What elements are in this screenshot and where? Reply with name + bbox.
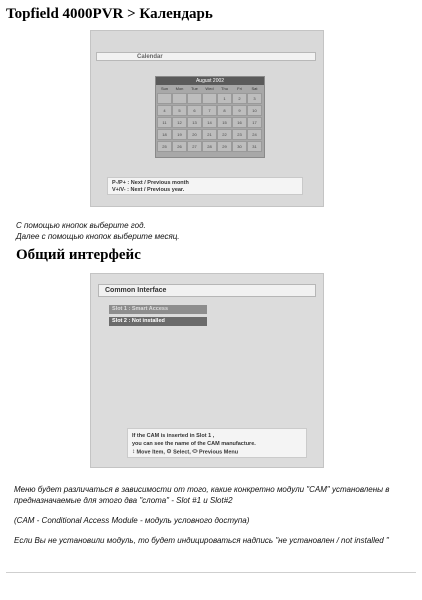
calendar-day-cell[interactable]: 18	[157, 129, 172, 140]
ci-prev-label: Previous Menu	[198, 449, 239, 456]
calendar-day-cell[interactable]: 28	[202, 141, 217, 152]
caption-month: Далее с помощью кнопок выберите месяц.	[16, 232, 180, 241]
calendar-day-cell[interactable]: 26	[172, 141, 187, 152]
calendar-title-bar: Calendar	[96, 52, 316, 61]
ci-title-bar: Common Interface	[98, 284, 316, 297]
calendar-day-cell[interactable]: 19	[172, 129, 187, 140]
ci-move-label: Move Item,	[136, 449, 165, 456]
calendar-day-cell[interactable]: 10	[247, 105, 262, 116]
calendar-day-cell[interactable]: 16	[232, 117, 247, 128]
ci-select-label: Select,	[173, 449, 191, 456]
calendar-day-cell[interactable]: 2	[232, 93, 247, 104]
weekday-label: Fri	[237, 86, 242, 91]
paragraph-cam-definition: (CAM - Conditional Access Module - модуль условного доступа)	[14, 516, 250, 525]
calendar-day-cell[interactable]: 9	[232, 105, 247, 116]
calendar-help-year: V+/V- : Next / Previous year.	[112, 187, 185, 193]
ci-slot-1[interactable]: Slot 1 : Smart Access	[109, 305, 207, 314]
calendar-day-cell[interactable]: 8	[217, 105, 232, 116]
common-interface-screenshot	[90, 273, 324, 468]
calendar-day-cell[interactable]: 23	[232, 129, 247, 140]
calendar-help-month: P-/P+ : Next / Previous month	[112, 180, 189, 186]
calendar-screenshot	[90, 30, 324, 207]
calendar-day-cell[interactable]: 24	[247, 129, 262, 140]
calendar-day-cell[interactable]: 20	[187, 129, 202, 140]
calendar-day-cell[interactable]: 13	[187, 117, 202, 128]
section-title: Общий интерфейс	[16, 247, 141, 263]
weekday-label: Tue	[191, 86, 198, 91]
calendar-help-box	[107, 177, 303, 195]
calendar-day-cell	[202, 93, 217, 104]
ok-button-icon: ⊙	[166, 449, 172, 455]
calendar-day-cell[interactable]: 27	[187, 141, 202, 152]
calendar-day-cell	[157, 93, 172, 104]
ci-help-line2: you can see the name of the CAM manufacture.	[132, 441, 256, 447]
calendar-day-cell[interactable]: 5	[172, 105, 187, 116]
caption-year: С помощью кнопок выберите год.	[16, 221, 146, 230]
footer-divider	[6, 572, 416, 573]
calendar-grid	[155, 76, 265, 158]
calendar-day-cell[interactable]: 17	[247, 117, 262, 128]
calendar-month-label: August 2002	[156, 77, 264, 85]
weekday-label: Sat	[251, 86, 258, 91]
exit-button-icon: ⬭	[192, 449, 198, 455]
calendar-day-cell[interactable]: 29	[217, 141, 232, 152]
calendar-day-cell[interactable]: 11	[157, 117, 172, 128]
weekday-label: Mon	[175, 86, 184, 91]
ci-slot-2[interactable]: Slot 2 : Not installed	[109, 317, 207, 326]
calendar-day-cell[interactable]: 15	[217, 117, 232, 128]
page-title: Topfield 4000PVR > Календарь	[6, 6, 213, 22]
weekday-label: Wed	[205, 86, 214, 91]
calendar-day-cell[interactable]: 4	[157, 105, 172, 116]
paragraph-not-installed: Если Вы не установили модуль, то будет индицироваться надпись "не установлен / not installed "	[14, 536, 389, 545]
calendar-day-cell[interactable]: 25	[157, 141, 172, 152]
calendar-day-cell[interactable]: 12	[172, 117, 187, 128]
updown-arrow-icon: ↕	[132, 449, 135, 455]
calendar-day-cell[interactable]: 3	[247, 93, 262, 104]
calendar-day-cell	[187, 93, 202, 104]
paragraph-cam-slots: Меню будет различаться в зависимости от того, какие конкретно модули "CAM" установлены в предназначаемые для этого два "слота" - Slot #1 и Slot#2	[14, 485, 390, 505]
calendar-day-cell[interactable]: 31	[247, 141, 262, 152]
weekday-label: Sun	[160, 86, 169, 91]
weekday-label: Thu	[221, 86, 228, 91]
calendar-day-cell[interactable]: 1	[217, 93, 232, 104]
calendar-day-cell[interactable]: 7	[202, 105, 217, 116]
calendar-day-cell[interactable]: 14	[202, 117, 217, 128]
calendar-day-cell[interactable]: 22	[217, 129, 232, 140]
calendar-day-cell[interactable]: 21	[202, 129, 217, 140]
calendar-day-cell[interactable]: 6	[187, 105, 202, 116]
ci-help-box	[127, 428, 307, 458]
ci-help-controls	[132, 448, 302, 456]
ci-help-line1: If the CAM is inserted in Slot 1 ,	[132, 433, 215, 439]
calendar-day-cell[interactable]: 30	[232, 141, 247, 152]
calendar-day-cell	[172, 93, 187, 104]
